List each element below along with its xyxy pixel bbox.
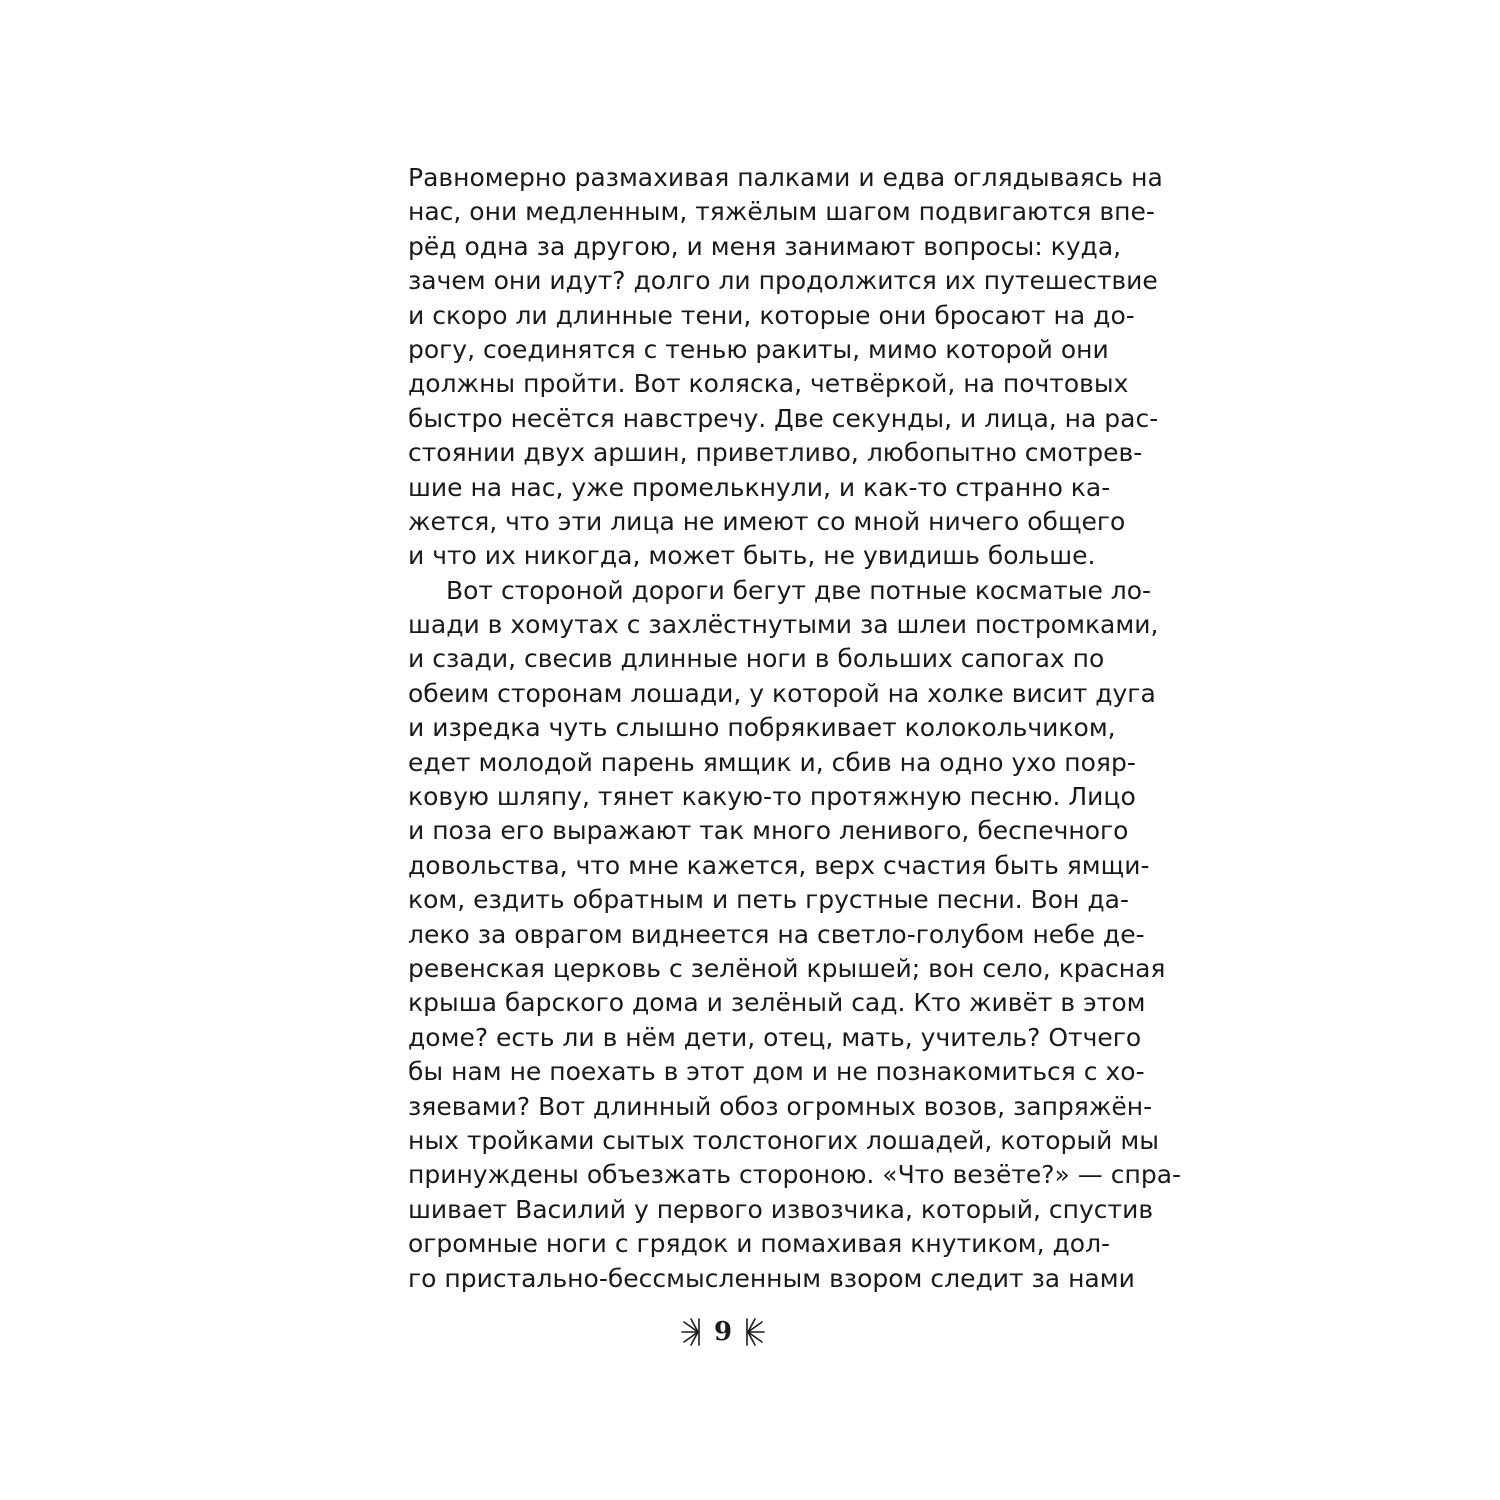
text-line: обеим сторонам лошади, у которой на холке висит дуга — [408, 678, 1156, 708]
paragraph-1 — [408, 161, 1163, 574]
text-line: леко за оврагом виднеется на светло-голубом небе де- — [408, 919, 1145, 949]
text-line: бы нам не поехать в этот дом и не познакомиться с хо- — [408, 1057, 1145, 1087]
text-line: довольства, что мне кажется, верх счастия быть ямщи- — [408, 850, 1150, 880]
text-line: огромные ноги с грядок и помахивая кнутиком, дол- — [408, 1229, 1111, 1259]
text-line: нас, они медленным, тяжёлым шагом подвигаются впе- — [408, 197, 1155, 227]
text-line: принуждены объезжать стороною. «Что везёте?» — спра- — [408, 1160, 1182, 1190]
left-sunburst-ornament-icon — [680, 1317, 700, 1347]
text-line: рёд одна за другою, и меня занимают вопросы: куда, — [408, 231, 1122, 261]
text-line: доме? есть ли в нём дети, отец, мать, учитель? Отчего — [408, 1022, 1142, 1052]
right-sunburst-ornament-icon — [746, 1317, 766, 1347]
text-line: быстро несётся навстречу. Две секунды, и лица, на рас- — [408, 403, 1159, 433]
text-line: ных тройками сытых толстоногих лошадей, который мы — [408, 1125, 1159, 1155]
text-line: Вот стороной дороги бегут две потные косматые ло- — [446, 575, 1152, 605]
text-line: и сзади, свесив длинные ноги в больших сапогах по — [408, 644, 1105, 674]
text-line: крыша барского дома и зелёный сад. Кто живёт в этом — [408, 988, 1146, 1018]
text-line: и скоро ли длинные тени, которые они бросают на до- — [408, 300, 1135, 330]
text-line: должны пройти. Вот коляска, четвёркой, на почтовых — [408, 369, 1129, 399]
text-line: ковую шляпу, тянет какую-то протяжную песню. Лицо — [408, 782, 1136, 812]
text-line: го пристально-бессмысленным взором следит за нами — [408, 1263, 1135, 1293]
paragraph-2 — [408, 574, 1182, 1296]
text-line: едет молодой парень ямщик и, сбив на одно ухо пояр- — [408, 747, 1136, 777]
page-number: 9 — [713, 1317, 733, 1347]
text-line: и изредка чуть слышно побрякивает колокольчиком, — [408, 713, 1116, 743]
body-text — [408, 161, 1182, 1296]
text-line: стоянии двух аршин, приветливо, любопытно смотрев- — [408, 438, 1143, 468]
text-line: и поза его выражают так много ленивого, беспечного — [408, 816, 1129, 846]
text-line: шади в хомутах с захлёстнутыми за шлеи постромками, — [408, 610, 1159, 640]
page-folio — [668, 1312, 778, 1352]
text-line: Равномерно размахивая палками и едва оглядываясь на — [408, 163, 1163, 192]
text-line: ком, ездить обратным и петь грустные песни. Вон да- — [408, 885, 1129, 915]
text-line: ревенская церковь с зелёной крышей; вон село, красная — [408, 953, 1166, 983]
text-line: зачем они идут? долго ли продолжится их путешествие — [408, 266, 1158, 296]
text-line: шие на нас, уже промелькнули, и как-то странно ка- — [408, 472, 1111, 502]
text-line: и что их никогда, может быть, не увидишь больше. — [408, 541, 1096, 571]
text-line: зяевами? Вот длинный обоз огромных возов, запряжён- — [408, 1091, 1153, 1121]
text-line: рогу, соединятся с тенью ракиты, мимо которой они — [408, 334, 1109, 364]
text-line: жется, что эти лица не имеют со мной ничего общего — [408, 506, 1126, 536]
text-line: шивает Василий у первого извозчика, который, спустив — [408, 1194, 1154, 1224]
